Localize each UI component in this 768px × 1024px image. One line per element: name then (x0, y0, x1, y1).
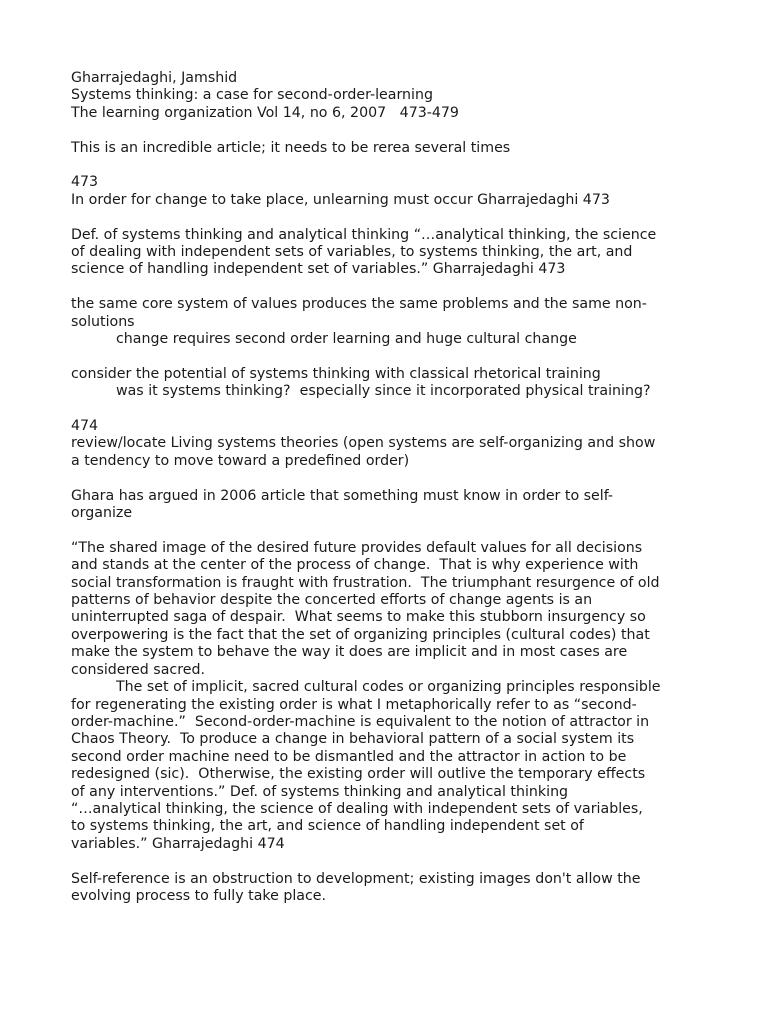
review-paragraph (71, 435, 728, 470)
citation-author: Gharrajedaghi, Jamshid (71, 70, 238, 86)
quote-line: order-machine.” Second-order-machine is equivalent to the notion of attractor in (71, 713, 650, 730)
quote-line: The set of implicit, sacred cultural codes or organizing principles responsible (116, 679, 661, 696)
paragraph-line: review/locate Living systems theories (open systems are self-organizing and show (71, 435, 656, 452)
quote-line: social transformation is fraught with frustration. The triumphant resurgence of old (71, 574, 660, 591)
paragraph-line: evolving process to fully take place. (71, 887, 327, 904)
quote-line: “The shared image of the desired future provides default values for all decisions (71, 539, 643, 556)
spacer (71, 157, 728, 174)
citation-source: The learning organization Vol 14, no 6, 2007 473-479 (71, 104, 459, 121)
spacer (71, 348, 728, 365)
core-values-paragraph (71, 296, 728, 348)
paragraph-line: organize (71, 505, 133, 522)
quote-line: to systems thinking, the art, and science of handling independent set of (71, 818, 584, 835)
paragraph-line: science of handling independent set of variables.” Gharrajedaghi 473 (71, 261, 566, 278)
paragraph-line: Def. of systems thinking and analytical thinking “…analytical thinking, the science (71, 226, 657, 243)
spacer (71, 470, 728, 487)
page-label-473: 473 (71, 174, 99, 191)
self-reference-paragraph (71, 871, 728, 906)
quote-line: second order machine need to be dismantled and the attractor in action to be (71, 748, 627, 765)
spacer (71, 853, 728, 870)
quote-line: and stands at the center of the process of change. That is why experience with (71, 557, 639, 574)
paragraph-line: a tendency to move toward a predefined order) (71, 452, 410, 469)
quote-line: variables.” Gharrajedaghi 474 (71, 835, 285, 852)
spacer (71, 122, 728, 139)
paragraph-line: the same core system of values produces the same problems and the same non- (71, 296, 647, 313)
spacer (71, 209, 728, 226)
paragraph-line: solutions (71, 313, 135, 330)
quote-line: overpowering is the fact that the set of organizing principles (cultural codes) that (71, 626, 650, 643)
spacer (71, 522, 728, 539)
spacer (71, 401, 728, 418)
indented-note: change requires second order learning and huge cultural change (116, 331, 577, 348)
definition-paragraph (71, 227, 728, 279)
ghara-paragraph (71, 488, 728, 523)
quote-line: Chaos Theory. To produce a change in behavioral pattern of a social system its (71, 731, 635, 748)
citation-title: Systems thinking: a case for second-order-learning (71, 87, 433, 104)
spacer (71, 279, 728, 296)
paragraph-line: consider the potential of systems thinking with classical rhetorical training (71, 365, 601, 382)
paragraph-line: Self-reference is an obstruction to development; existing images don't allow the (71, 870, 641, 887)
rhetoric-paragraph (71, 366, 728, 401)
quote-line: redesigned (sic). Otherwise, the existing order will outlive the temporary effects (71, 766, 646, 783)
quote-line: make the system to behave the way it does are implicit and in most cases are (71, 644, 628, 661)
quote-paragraph (71, 540, 728, 853)
quote-line: for regenerating the existing order is what I metaphorically refer to as “second- (71, 696, 637, 713)
quote-line: of any interventions.” Def. of systems thinking and analytical thinking (71, 783, 569, 800)
quote-line: “…analytical thinking, the science of dealing with independent sets of variables, (71, 800, 643, 817)
quote-line: patterns of behavior despite the concerted efforts of change agents is an (71, 592, 593, 609)
paragraph-line: of dealing with independent sets of variables, to systems thinking, the art, and (71, 244, 633, 261)
quote-line: uninterrupted saga of despair. What seems to make this stubborn insurgency so (71, 609, 646, 626)
quote-line: considered sacred. (71, 661, 205, 678)
unlearning-note: In order for change to take place, unlearning must occur Gharrajedaghi 473 (71, 191, 610, 208)
indented-note: was it systems thinking? especially since it incorporated physical training? (116, 383, 651, 400)
intro-note: This is an incredible article; it needs to be rerea several times (71, 139, 511, 156)
paragraph-line: Ghara has argued in 2006 article that something must know in order to self- (71, 487, 614, 504)
page-label-474: 474 (71, 418, 99, 435)
